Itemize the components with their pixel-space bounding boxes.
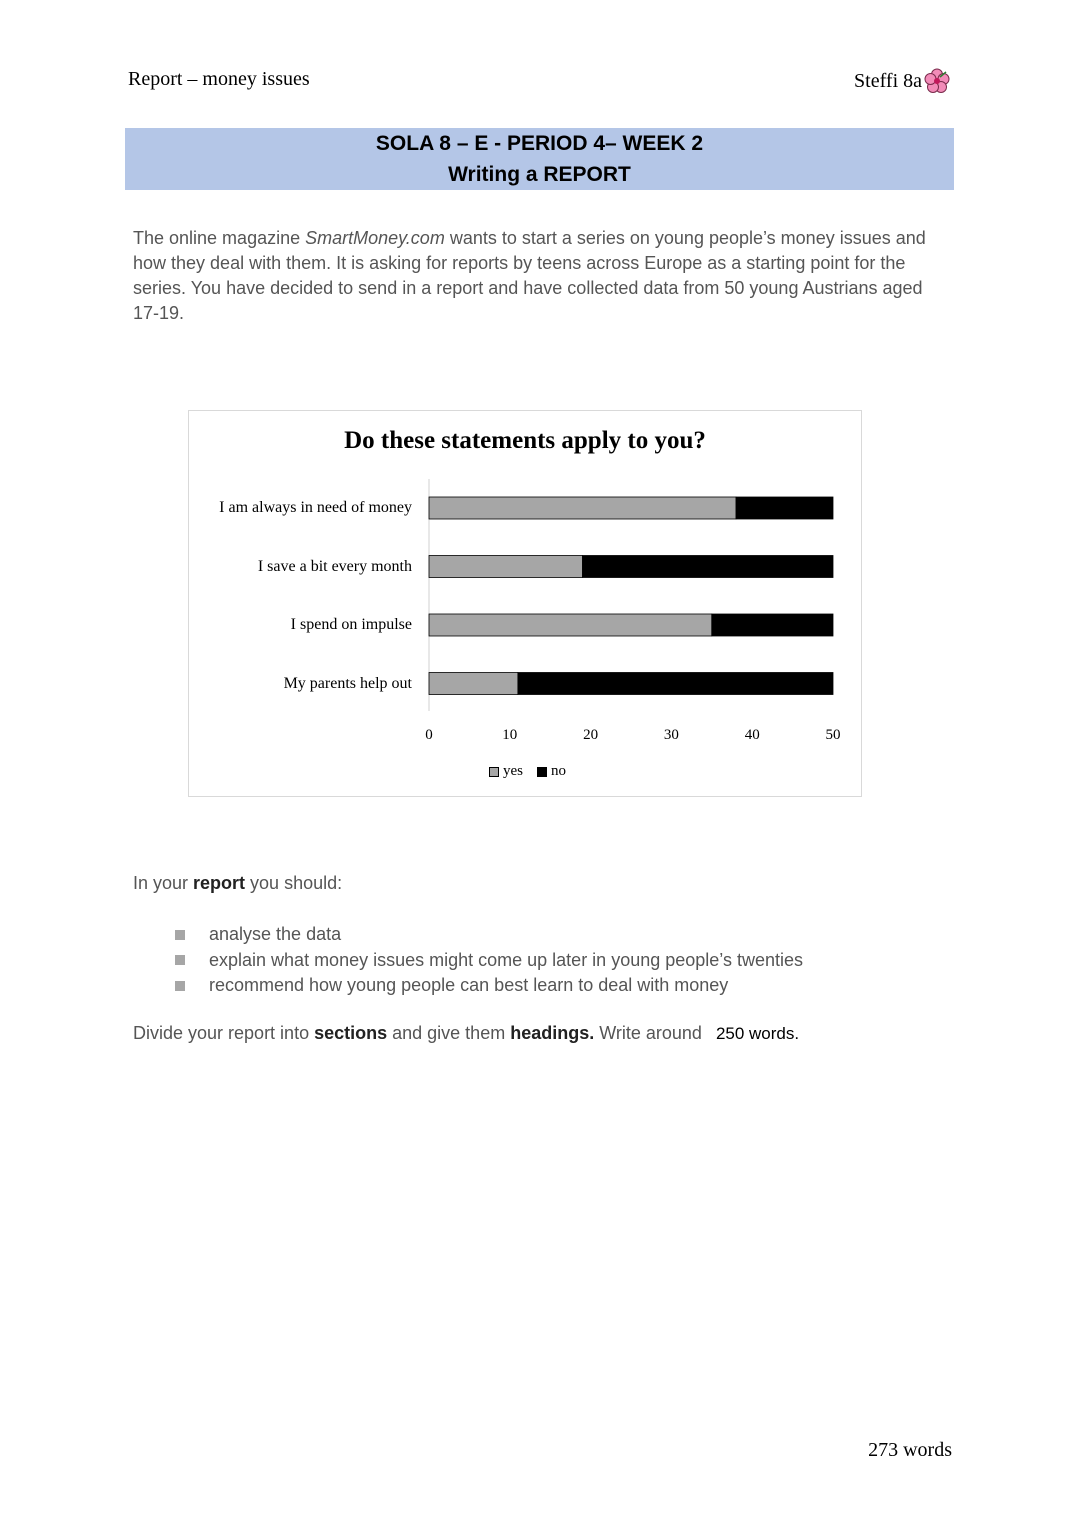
category-label: I am always in need of money xyxy=(219,499,412,516)
chart-title: Do these statements apply to you? xyxy=(344,427,706,454)
task-lead xyxy=(133,873,342,894)
header-title: Report – money issues xyxy=(128,68,310,90)
bar-no xyxy=(583,556,833,578)
task-lead-before: In your xyxy=(133,873,194,893)
bullet-text: recommend how young people can best learn to deal with money xyxy=(209,975,729,995)
intro-before: The online magazine xyxy=(133,228,306,248)
chart-plot xyxy=(189,411,861,796)
legend-label-yes: yes xyxy=(503,763,523,779)
legend-swatch-yes xyxy=(489,767,499,777)
chart-legend xyxy=(489,763,566,780)
tick-label: 50 xyxy=(825,727,841,743)
hibiscus-icon xyxy=(924,68,950,94)
closing-word-target: 250 words. xyxy=(715,1024,800,1043)
bar-yes xyxy=(429,556,583,578)
banner-line-1: SOLA 8 – E - PERIOD 4– WEEK 2 xyxy=(375,132,704,155)
category-label: My parents help out xyxy=(283,674,412,692)
task-lead-after: you should: xyxy=(245,873,343,893)
bar-yes xyxy=(429,497,736,519)
bullet-square-icon xyxy=(175,981,185,991)
closing-bold-2: headings. xyxy=(510,1023,595,1043)
bar-no xyxy=(712,614,833,636)
banner-line-2: Writing a REPORT xyxy=(448,163,631,186)
bullet-square-icon xyxy=(175,930,185,940)
task-lead-bold: report xyxy=(193,873,246,893)
bar-yes xyxy=(429,614,712,636)
tick-label: 30 xyxy=(663,727,679,743)
intro-magazine-name: SmartMoney.com xyxy=(305,228,445,248)
header-author xyxy=(854,68,950,94)
bullet-text: analyse the data xyxy=(209,924,342,944)
bar-yes xyxy=(429,673,518,695)
closing-part-3: Write around xyxy=(594,1023,702,1043)
bar-no xyxy=(736,497,833,519)
category-label: I save a bit every month xyxy=(257,557,412,575)
intro-paragraph xyxy=(133,226,933,326)
tick-label: 40 xyxy=(744,727,760,743)
list-item xyxy=(175,948,803,974)
list-item xyxy=(175,922,803,948)
survey-chart xyxy=(188,410,862,797)
tick-label: 10 xyxy=(502,727,518,743)
bullet-text: explain what money issues might come up later in young people’s twenties xyxy=(209,949,803,970)
closing-instruction xyxy=(133,1023,799,1044)
legend-label-no: no xyxy=(551,763,566,779)
list-item xyxy=(175,973,803,999)
word-count: 273 words xyxy=(868,1439,952,1461)
category-label: I spend on impulse xyxy=(290,616,412,633)
author-name: Steffi 8a xyxy=(854,69,922,92)
tick-label: 20 xyxy=(583,727,599,743)
task-bullet-list xyxy=(175,922,803,999)
closing-part-2: and give them xyxy=(387,1023,511,1043)
closing-part-1: Divide your report into xyxy=(133,1023,315,1043)
closing-bold-1: sections xyxy=(314,1023,388,1043)
legend-swatch-no xyxy=(537,767,547,777)
intro-after: wants to start a series on young people’s money issues and how they deal with them. It is asking for reports by teens across Europe as a starting point for the series. You have decided to send in a report and have collected data from 50 young Austrians aged 17-19. xyxy=(133,228,926,323)
assignment-banner xyxy=(125,128,954,190)
bar-no xyxy=(518,673,833,695)
tick-label: 0 xyxy=(425,727,433,743)
bullet-square-icon xyxy=(175,955,185,965)
